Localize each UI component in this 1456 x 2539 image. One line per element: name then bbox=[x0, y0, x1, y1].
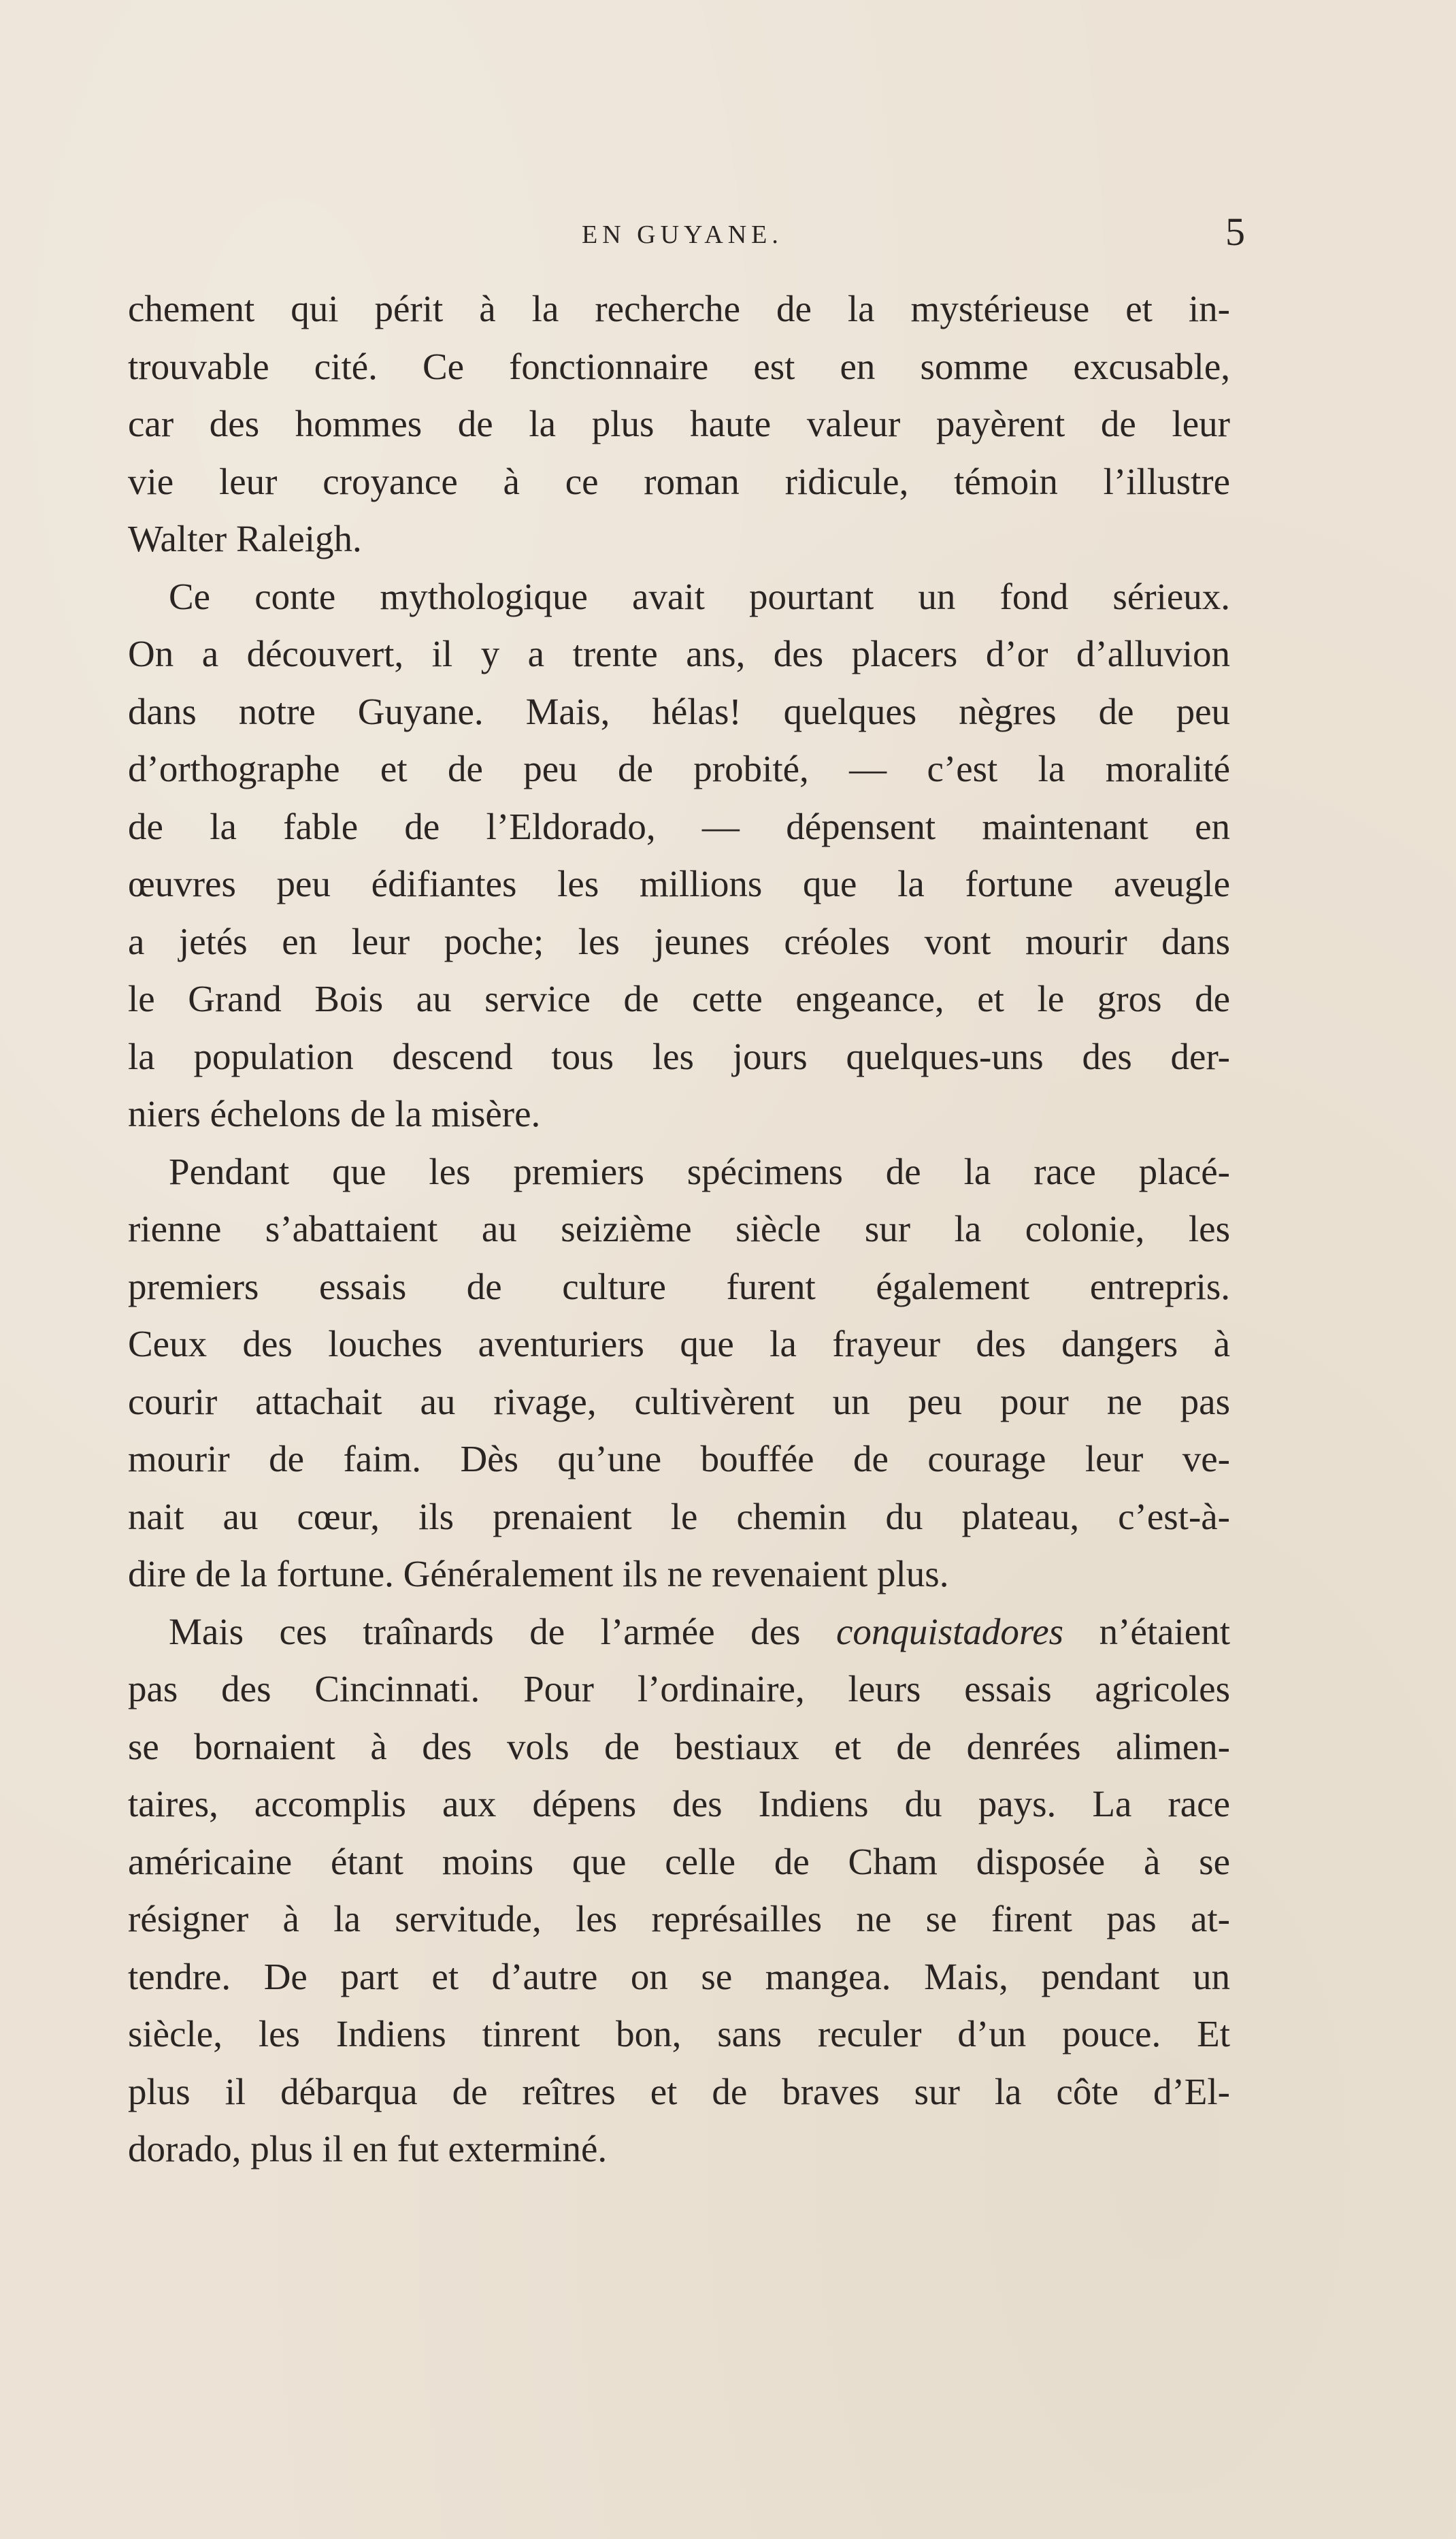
paragraph-2 bbox=[128, 568, 1230, 1143]
text-line: trouvable cité. Ce fonctionnaire est en somme excusable, bbox=[128, 345, 1230, 387]
text-line: premiers essais de culture furent également entrepris. bbox=[128, 1265, 1230, 1307]
text-line: nait au cœur, ils prenaient le chemin du plateau, c’est-à- bbox=[128, 1495, 1230, 1537]
paragraph-4 bbox=[128, 1603, 1230, 2178]
text-segment: Mais ces traînards de l’armée des bbox=[169, 1610, 836, 1652]
text-line: taires, accomplis aux dépens des Indiens du pays. La race bbox=[128, 1783, 1230, 1824]
text-line: de la fable de l’Eldorado, — dépensent maintenant en bbox=[128, 805, 1230, 847]
text-line: dire de la fortune. Généralement ils ne revenaient plus. bbox=[128, 1553, 949, 1594]
paragraph-3 bbox=[128, 1143, 1230, 1603]
text-line: résigner à la servitude, les représailles ne se firent pas at- bbox=[128, 1898, 1230, 1939]
text-line: la population descend tous les jours quelques-uns des der- bbox=[128, 1035, 1230, 1077]
text-line: œuvres peu édifiantes les millions que la fortune aveugle bbox=[128, 863, 1230, 904]
running-title: EN GUYANE. bbox=[582, 220, 783, 249]
running-head bbox=[129, 210, 1245, 255]
text-line: d’orthographe et de peu de probité, — c’est la moralité bbox=[128, 748, 1230, 789]
text-line: le Grand Bois au service de cette engeance, et le gros de bbox=[128, 978, 1230, 1019]
text-line: plus il débarqua de reîtres et de braves sur la côte d’El- bbox=[128, 2070, 1230, 2112]
text-line: rienne s’abattaient au seizième siècle sur la colonie, les bbox=[128, 1208, 1230, 1249]
text-line: chement qui périt à la recherche de la mystérieuse et in- bbox=[128, 288, 1230, 329]
text-segment: n’étaient bbox=[1063, 1610, 1230, 1652]
text-line: Pendant que les premiers spécimens de la race placé- bbox=[169, 1150, 1230, 1192]
text-line: siècle, les Indiens tinrent bon, sans reculer d’un pouce. Et bbox=[128, 2013, 1230, 2054]
text-line bbox=[128, 1603, 1230, 1661]
text-line: Ceux des louches aventuriers que la frayeur des dangers à bbox=[128, 1323, 1230, 1364]
text-line: dans notre Guyane. Mais, hélas! quelques nègres de peu bbox=[128, 690, 1230, 732]
text-line: a jetés en leur poche; les jeunes créoles vont mourir dans bbox=[128, 920, 1230, 962]
text-line: américaine étant moins que celle de Cham disposée à se bbox=[128, 1840, 1230, 1882]
text-line: On a découvert, il y a trente ans, des placers d’or d’alluvion bbox=[128, 633, 1230, 674]
text-line: niers échelons de la misère. bbox=[128, 1093, 541, 1134]
text-line: pas des Cincinnati. Pour l’ordinaire, leurs essais agricoles bbox=[128, 1668, 1230, 1709]
text-line: Walter Raleigh. bbox=[128, 518, 362, 559]
page-number: 5 bbox=[1225, 210, 1245, 254]
text-line: car des hommes de la plus haute valeur payèrent de leur bbox=[128, 403, 1230, 444]
text-line: se bornaient à des vols de bestiaux et de denrées alimen- bbox=[128, 1725, 1230, 1767]
text-line: dorado, plus il en fut exterminé. bbox=[128, 2128, 608, 2169]
italic-term: conquistadores bbox=[836, 1610, 1064, 1652]
text-line: vie leur croyance à ce roman ridicule, témoin l’illustre bbox=[128, 460, 1230, 502]
text-line: courir attachait au rivage, cultivèrent un peu pour ne pas bbox=[128, 1380, 1230, 1422]
paragraph-1 bbox=[128, 280, 1230, 568]
body-text bbox=[128, 280, 1230, 2178]
text-line: tendre. De part et d’autre on se mangea. Mais, pendant un bbox=[128, 1955, 1230, 1997]
text-line: Ce conte mythologique avait pourtant un fond sérieux. bbox=[169, 575, 1230, 617]
text-line: mourir de faim. Dès qu’une bouffée de courage leur ve- bbox=[128, 1438, 1230, 1479]
